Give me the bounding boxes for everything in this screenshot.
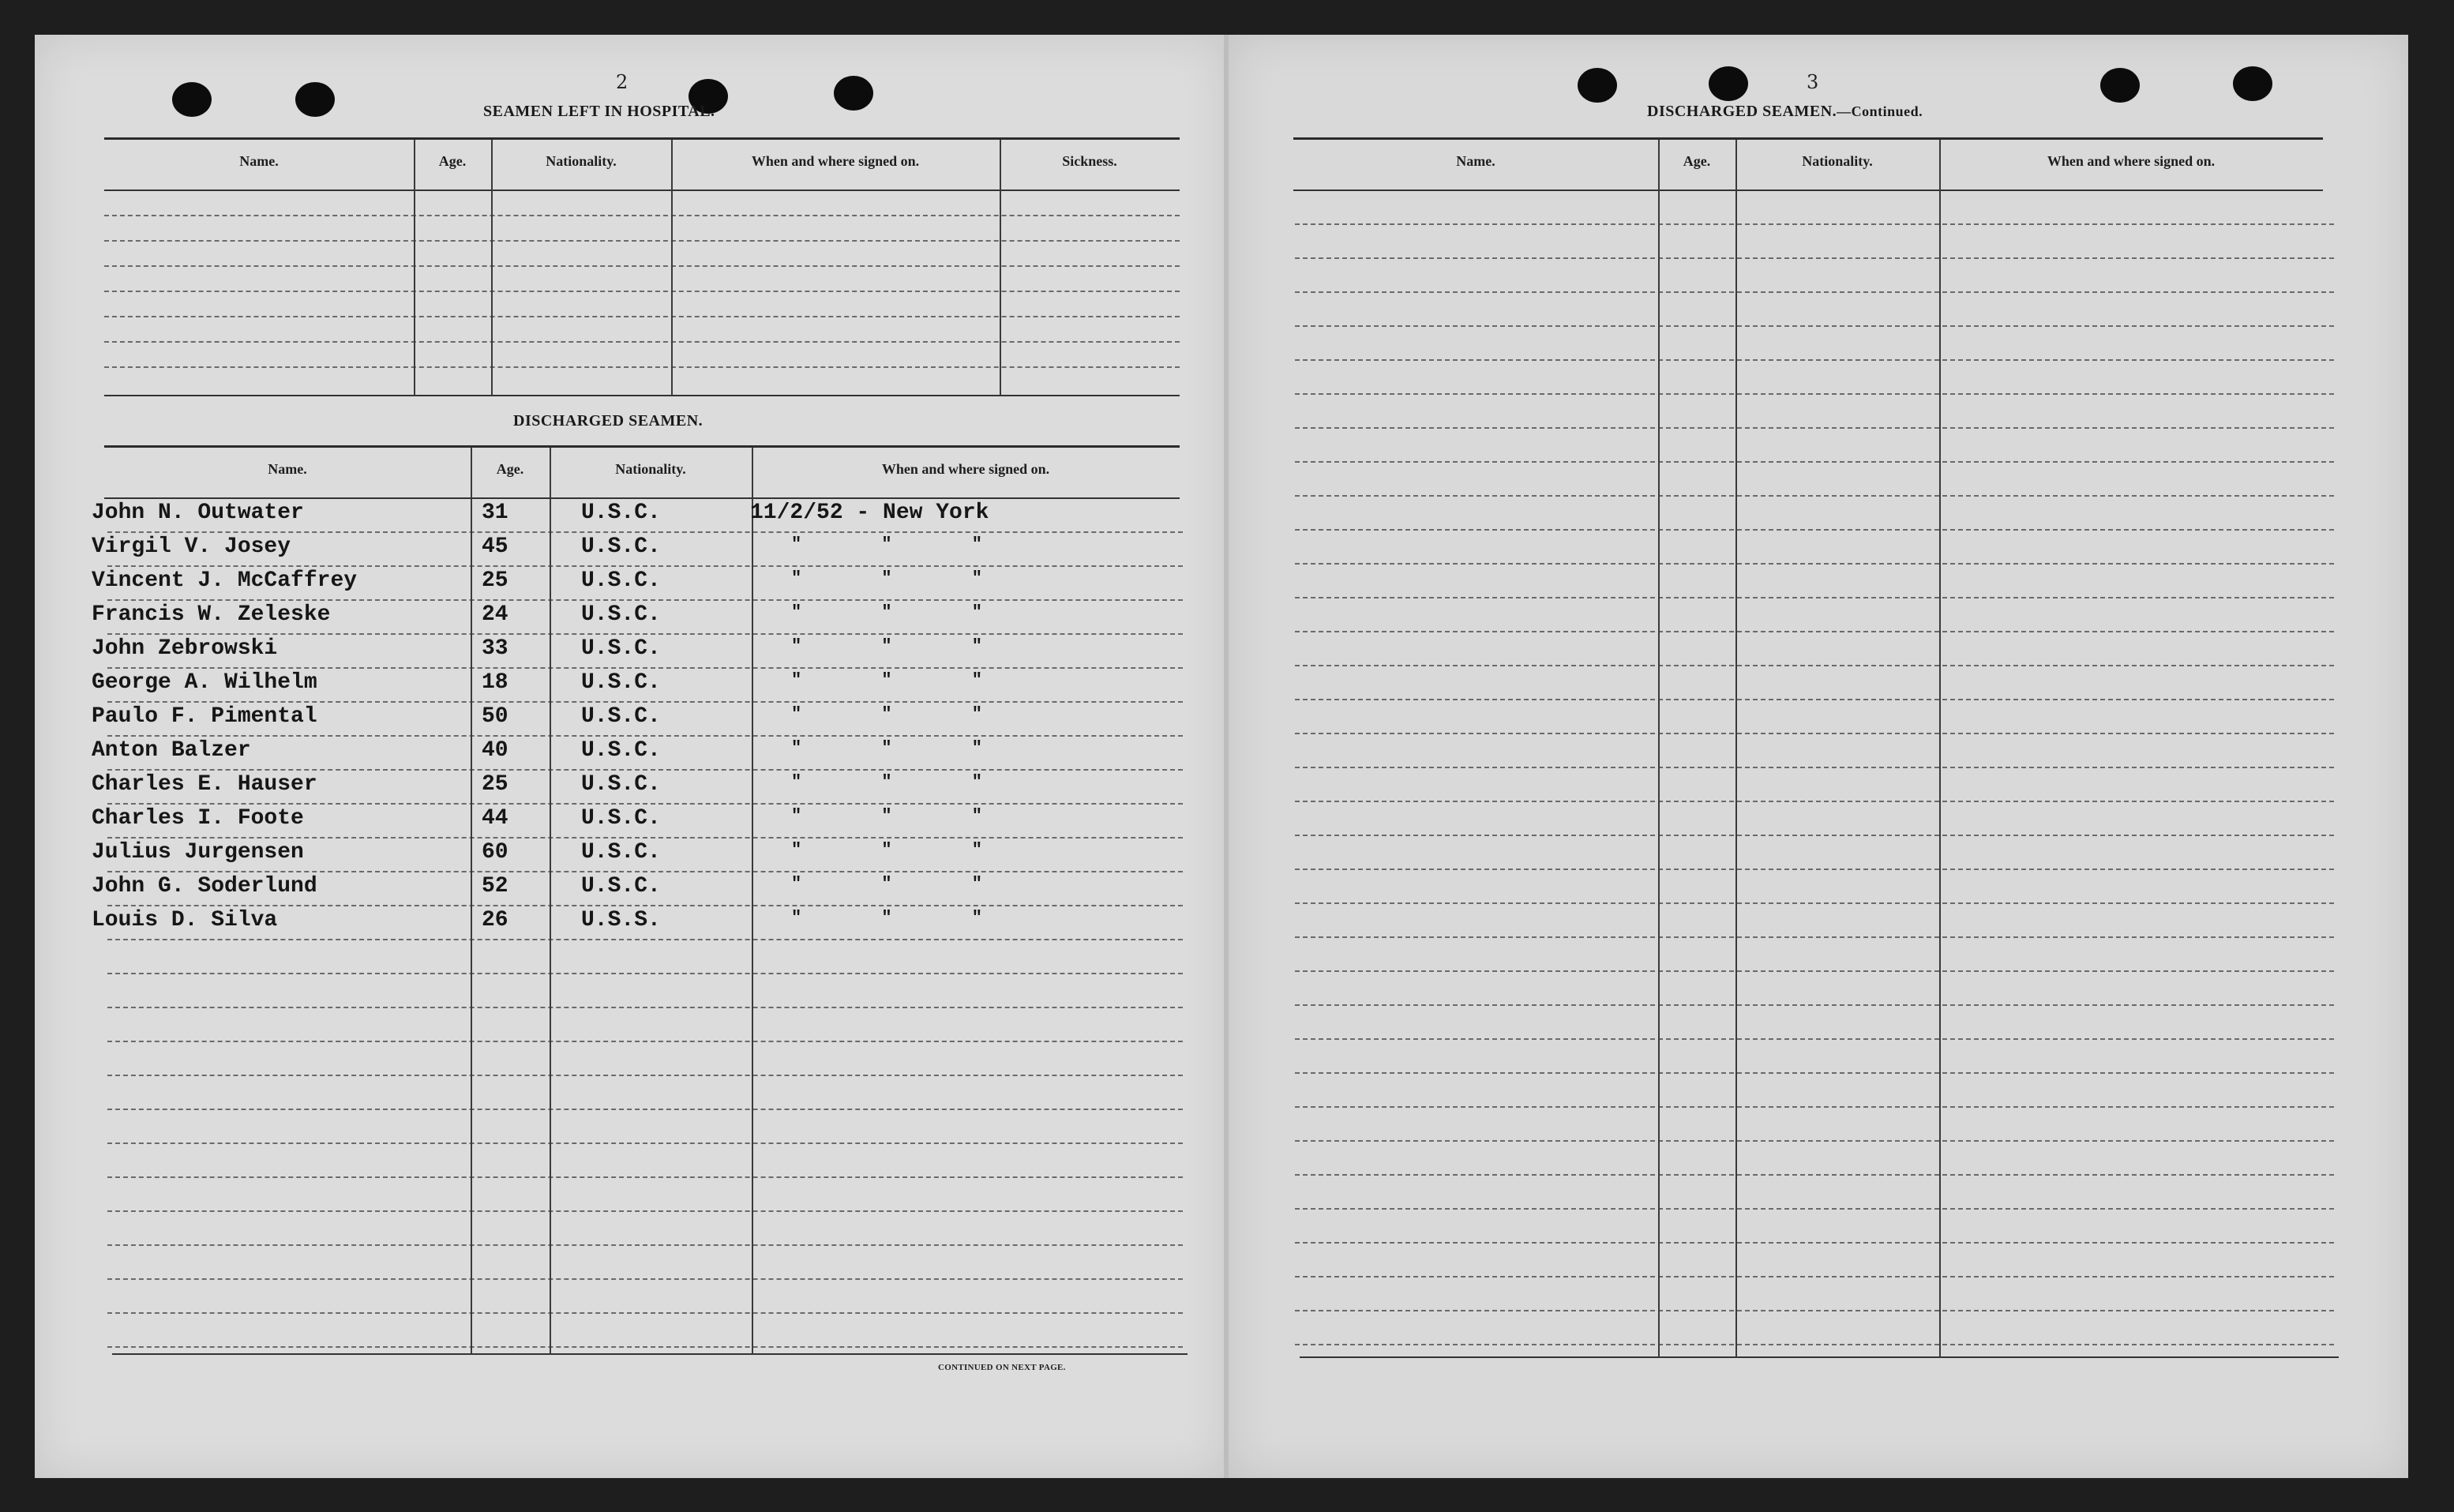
seaman-name: George A. Wilhelm xyxy=(92,670,317,695)
punch-hole xyxy=(1578,68,1617,103)
seaman-nationality: U.S.C. xyxy=(581,704,661,729)
discharged-header-name: Name. xyxy=(268,461,307,477)
seaman-signed-on: " " " xyxy=(791,535,1018,554)
discharged-header-nationality: Nationality. xyxy=(615,461,686,477)
seaman-age: 24 xyxy=(482,602,508,627)
seaman-age: 44 xyxy=(482,806,508,831)
punch-hole xyxy=(2233,66,2272,101)
ruled-line xyxy=(1295,1174,2334,1176)
ruled-line xyxy=(1295,869,2334,870)
seaman-name: John Zebrowski xyxy=(92,636,278,661)
ruled-line xyxy=(107,1244,1183,1246)
seaman-name: Charles I. Foote xyxy=(92,806,304,831)
ruled-line xyxy=(1295,359,2334,361)
seaman-age: 25 xyxy=(482,772,508,797)
ruled-line xyxy=(104,366,1180,368)
ruled-line xyxy=(107,531,1183,533)
ruled-line xyxy=(107,1176,1183,1178)
ruled-line xyxy=(1295,461,2334,463)
ruled-line xyxy=(107,871,1183,872)
ruled-line xyxy=(107,905,1183,906)
seaman-nationality: U.S.C. xyxy=(581,501,661,525)
seaman-signed-on: " " " xyxy=(791,874,1018,894)
right-section-title: DISCHARGED SEAMEN.—Continued. xyxy=(1647,103,1923,120)
ruled-line xyxy=(104,291,1180,292)
ruled-line xyxy=(107,1346,1183,1348)
ruled-line xyxy=(107,599,1183,601)
seaman-nationality: U.S.C. xyxy=(581,670,661,695)
seaman-age: 60 xyxy=(482,840,508,865)
seaman-signed-on: " " " xyxy=(791,840,1018,860)
seaman-name: John G. Soderlund xyxy=(92,874,317,899)
ruled-line xyxy=(1295,223,2334,225)
ruled-line xyxy=(1295,733,2334,734)
ruled-line xyxy=(1295,1242,2334,1244)
seaman-signed-on: " " " xyxy=(791,908,1018,928)
ruled-line xyxy=(107,1007,1183,1008)
seaman-age: 52 xyxy=(482,874,508,899)
ruled-line xyxy=(1295,1072,2334,1074)
hospital-header-sickness: Sickness. xyxy=(1062,153,1117,169)
seaman-nationality: U.S.S. xyxy=(581,908,661,932)
ruled-line xyxy=(1295,767,2334,768)
seaman-age: 25 xyxy=(482,568,508,593)
hospital-header-age: Age. xyxy=(438,153,467,169)
seaman-age: 50 xyxy=(482,704,508,729)
seaman-nationality: U.S.C. xyxy=(581,772,661,797)
ruled-line xyxy=(1295,563,2334,565)
punch-hole xyxy=(2100,68,2140,103)
ruled-line xyxy=(1295,902,2334,904)
punch-hole xyxy=(295,82,335,117)
ruled-line xyxy=(1295,1310,2334,1311)
seaman-nationality: U.S.C. xyxy=(581,602,661,627)
ruled-line xyxy=(1295,1276,2334,1278)
seaman-name: Paulo F. Pimental xyxy=(92,704,317,729)
seaman-age: 31 xyxy=(482,501,508,525)
ruled-line xyxy=(1295,1208,2334,1210)
ruled-line xyxy=(107,803,1183,805)
hospital-header-name: Name. xyxy=(239,153,279,169)
seaman-signed-on: " " " xyxy=(791,738,1018,758)
seaman-name: Julius Jurgensen xyxy=(92,840,304,865)
right-header-age: Age. xyxy=(1683,153,1711,169)
ruled-line xyxy=(1295,835,2334,836)
seaman-name: Virgil V. Josey xyxy=(92,535,291,559)
seaman-signed-on: " " " xyxy=(791,806,1018,826)
ruled-line xyxy=(107,701,1183,703)
hospital-header-nationality: Nationality. xyxy=(546,153,617,169)
seaman-age: 40 xyxy=(482,738,508,763)
seaman-age: 45 xyxy=(482,535,508,559)
seaman-age: 26 xyxy=(482,908,508,932)
ruled-line xyxy=(107,633,1183,635)
seaman-nationality: U.S.C. xyxy=(581,738,661,763)
ruled-line xyxy=(1295,1344,2334,1345)
seaman-signed-on: " " " xyxy=(791,636,1018,656)
hospital-header-signed-on: When and where signed on. xyxy=(751,153,920,169)
seaman-name: John N. Outwater xyxy=(92,501,304,525)
seaman-signed-on: 11/2/52 - New York xyxy=(750,501,989,525)
seaman-signed-on: " " " xyxy=(791,602,1018,622)
ruled-line xyxy=(107,735,1183,737)
ruled-line xyxy=(107,769,1183,771)
ruled-line xyxy=(104,341,1180,343)
ruled-line xyxy=(1295,495,2334,497)
page-number: 2 xyxy=(616,71,629,93)
continued-note: CONTINUED ON NEXT PAGE. xyxy=(938,1363,1066,1372)
page-number: 3 xyxy=(1807,71,1819,93)
ruled-line xyxy=(1295,631,2334,632)
ruled-line xyxy=(1295,801,2334,802)
ruled-line xyxy=(1295,529,2334,531)
seaman-signed-on: " " " xyxy=(791,670,1018,690)
ruled-line xyxy=(1295,970,2334,972)
ruled-line xyxy=(107,1210,1183,1212)
ruled-line xyxy=(1295,597,2334,598)
ruled-line xyxy=(107,667,1183,669)
ruled-line xyxy=(104,240,1180,242)
seaman-nationality: U.S.C. xyxy=(581,568,661,593)
ruled-line xyxy=(104,215,1180,216)
ruled-line xyxy=(1295,1106,2334,1108)
ruled-line xyxy=(107,1041,1183,1042)
discharged-header-signed-on: When and where signed on. xyxy=(881,461,1050,477)
ruled-line xyxy=(1295,936,2334,938)
discharged-section-title: DISCHARGED SEAMEN. xyxy=(513,412,704,430)
ruled-line xyxy=(1295,393,2334,395)
discharged-header-age: Age. xyxy=(496,461,524,477)
seaman-nationality: U.S.C. xyxy=(581,535,661,559)
hospital-section-title: SEAMEN LEFT IN HOSPITAL. xyxy=(483,103,715,120)
seaman-age: 18 xyxy=(482,670,508,695)
seaman-nationality: U.S.C. xyxy=(581,840,661,865)
ruled-line xyxy=(1295,665,2334,666)
ruled-line xyxy=(107,1075,1183,1076)
punch-hole xyxy=(172,82,212,117)
ruled-line xyxy=(107,1109,1183,1110)
punch-hole xyxy=(834,76,873,111)
right-header-nationality: Nationality. xyxy=(1802,153,1873,169)
seaman-name: Louis D. Silva xyxy=(92,908,278,932)
left-page xyxy=(35,35,1227,1478)
ruled-line xyxy=(107,1142,1183,1144)
ruled-line xyxy=(104,316,1180,317)
seaman-signed-on: " " " xyxy=(791,568,1018,588)
ruled-line xyxy=(107,565,1183,567)
seaman-age: 33 xyxy=(482,636,508,661)
ruled-line xyxy=(107,939,1183,940)
right-header-name: Name. xyxy=(1456,153,1495,169)
seaman-nationality: U.S.C. xyxy=(581,874,661,899)
right-page xyxy=(1229,35,2408,1478)
ruled-line xyxy=(104,265,1180,267)
ruled-line xyxy=(1295,1004,2334,1006)
seaman-name: Francis W. Zeleske xyxy=(92,602,331,627)
ruled-line xyxy=(1295,1038,2334,1040)
ruled-line xyxy=(107,1312,1183,1314)
ruled-line xyxy=(107,1278,1183,1280)
seaman-signed-on: " " " xyxy=(791,772,1018,792)
seaman-name: Charles E. Hauser xyxy=(92,772,317,797)
ruled-line xyxy=(107,837,1183,839)
ruled-line xyxy=(1295,699,2334,700)
seaman-signed-on: " " " xyxy=(791,704,1018,724)
punch-hole xyxy=(1709,66,1748,101)
seaman-nationality: U.S.C. xyxy=(581,636,661,661)
ruled-line xyxy=(1295,325,2334,327)
ruled-line xyxy=(1295,1140,2334,1142)
right-header-signed-on: When and where signed on. xyxy=(2047,153,2216,169)
ruled-line xyxy=(107,973,1183,974)
seaman-nationality: U.S.C. xyxy=(581,806,661,831)
ruled-line xyxy=(1295,291,2334,293)
ruled-line xyxy=(1295,257,2334,259)
seaman-name: Vincent J. McCaffrey xyxy=(92,568,358,593)
seaman-name: Anton Balzer xyxy=(92,738,251,763)
ruled-line xyxy=(1295,427,2334,429)
